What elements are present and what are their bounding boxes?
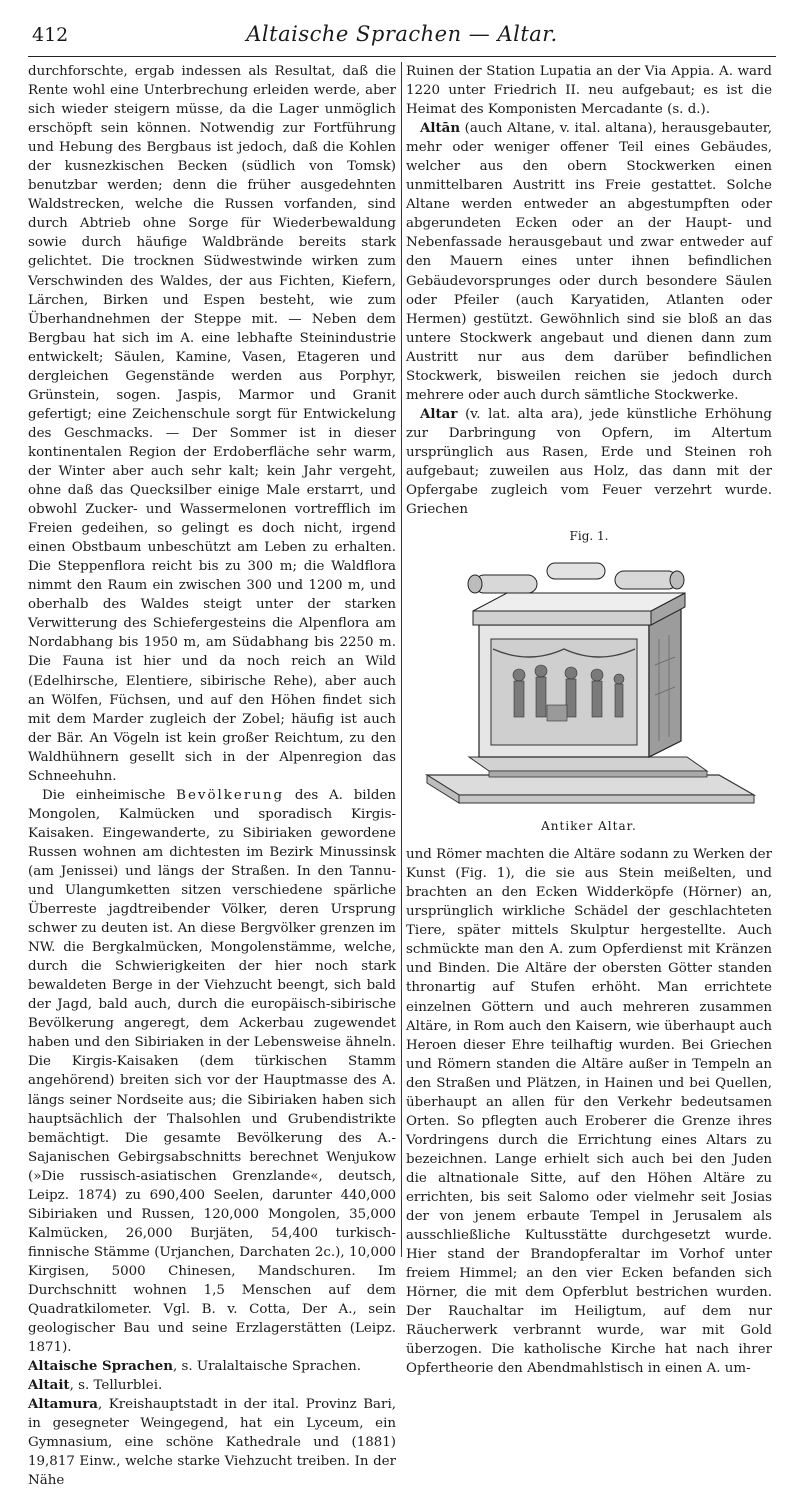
paragraph: durchforschte, ergab indessen als Resultat, daß die Rente wohl eine Unterbrechung erleiden werde, aber sich wieder steigern müsse, da die Lager unmöglich erschöpft sein können. Notwendig zur Fortführung und Hebung des Bergbaus ist jedoch, daß die Kohlen der kusnezkischen Becken (südlich von Tomsk) benutzbar werden; denn die früher ausgedehnten Waldstrecken, welche die Russen vorfanden, sind durch Abtrieb ohne Sorge für Wiederbewaldung sowie durch häufige Waldbrände bereits stark gelichtet. Die trocknen Südwestwinde wirken zum Verschwinden des Waldes, der aus Fichten, Kiefern, Lärchen, Birken und Espen besteht, wie zum Überhandnehmen der Steppe mit. — Neben dem Bergbau hat sich im A. eine lebhafte Steinindustrie entwickelt; Säulen, Kamine, Vasen, Etageren und dergleichen Gegenstände werden aus Porphyr, Grünstein, sogen. Jaspis, Marmor und Granit gefertigt; eine Zeichenschule sorgt für Entwickelung des Geschmacks. — Der Sommer ist in dieser kontinentalen Region der Erdoberfläche sehr warm, der Winter aber auch sehr kalt; kein Jahr vergeht, ohne daß das Quecksilber einige Male erstarrt, und obwohl Zucker- und Wassermelonen vortrefflich im Freien gedeihen, so gelingt es doch nicht, irgend einen Obstbaum unbeschützt am Leben zu erhalten. Die Steppenflora reicht bis zu 300 m; die Waldflora nimmt den Raum ein zwischen 300 und 1200 m, und oberhalb des Waldes steigt unter der starken Verwitterung des Schiefergesteins die Alpenflora am Nordabhang bis 1950 m, am Südabhang bis 2250 m. Die Fauna ist hier und da noch reich an Wild (Edelhirsche, Elentiere, sibirische Rehe), aber auch an Wölfen, Füchsen, und auf den Höhen findet sich mit dem Marder zugleich der Zobel; häufig ist auch der Bär. An Vögeln ist kein großer Reichtum, zu den Waldhühnern gesellt sich in der Alpenregion das Schneehuhn. bbox=[28, 64, 396, 784]
entry-text: (auch Altane, v. ital. altana), herausgebauter, mehr oder weniger offener Teil eines Gebäudes, welcher aus den obern Stockwerken einen unmittelbaren Austritt ins Freie gestattet. Solche Altane werden entweder an abgestumpften oder abgerundeten Ecken oder an der Haupt- und Nebenfassade herausgebaut und zwar entweder auf den Mauern eines unter ihnen befindlichen Gebäudevorsprunges oder durch besondere Säulen oder Pfeiler (auch Karyatiden, Atlanten oder Hermen) gestützt. Gewöhnlich sind sie bloß an das untere Stockwerk angebaut und dienen dann zum Austritt nur aus dem darüber befindlichen Stockwerk, bisweilen reichen sie jedoch durch mehrere oder auch durch sämtliche Stockwerke. bbox=[406, 121, 772, 403]
entry-altan bbox=[406, 119, 772, 405]
paragraph-lead: Die einheimische bbox=[42, 787, 177, 803]
column-divider bbox=[401, 62, 402, 1257]
entry-altar bbox=[406, 405, 772, 519]
entry-headword: Altān bbox=[420, 120, 461, 137]
entry-altaische-sprachen bbox=[28, 1357, 396, 1376]
paragraph-text: des A. bilden Mongolen, Kalmücken und sporadisch Kirgis-Kaisaken. Eingewanderte, zu Sibiriaken gewordene Russen wohnen am dichtesten im Bezirk Minussinsk (am Jenissei) und längs der Straßen. In den Tannu- und Ulangumketten sitzen verschiedene spärliche Überreste jagdtreibender Völker, deren Ursprung schwer zu deuten ist. An diese Bergvölker grenzen im NW. die Bergkalmücken, Mongolenstämme, welche, durch die Schwierigkeiten der hier noch stark bewaldeten Berge in der Viehzucht beengt, sich bald der Jagd, bald auch, durch die europäisch-sibirische Bevölkerung angeregt, dem Ackerbau zugewendet haben und den Sibiriaken in der Lebensweise ähneln. Die Kirgis-Kaisaken (dem türkischen Stamm angehörend) breiten sich vor der Hauptmasse des A. längs seiner Nordseite aus; die Sibiriaken haben sich hauptsächlich der Thalsohlen und Grubendistrikte bemächtigt. Die gesamte Bevölkerung des A.-Sajanischen Gebirgsabschnitts berechnet Wenjukow (»Die russisch-asiatischen Grenzlande«, deutsch, Leipz. 1874) zu 690,400 Seelen, darunter 440,000 Sibiriaken und Russen, 120,000 Mongolen, 35,000 Kalmücken, 26,000 Burjäten, 54,400 turkisch-finnische Stämme (Urjanchen, Darchaten 2c.), 10,000 Kirgisen, 5000 Chinesen, Mandschuren. Im Durchschnitt wohnen 1,5 Menschen auf dem Quadratkilometer. Vgl. B. v. Cotta, Der A., sein geologischer Bau und seine Erzlagerstätten (Leipz. 1871). bbox=[28, 787, 396, 1356]
figure-caption: Antiker Altar. bbox=[541, 819, 637, 834]
paragraph: und Römer machten die Altäre sodann zu Werken der Kunst (Fig. 1), die sie aus Stein meißelten, und brachten an den Ecken Widderköpfe (Hörner) an, ursprünglich wirkliche Schädel der geschlachteten Tiere, später mittels Skulptur hergestellte. Auch schmückte man den A. zum Opferdienst mit Kränzen und Binden. Die Altäre der obersten Götter standen thronartig auf Stufen erhöht. Man errichtete einzelnen Göttern und auch mehreren zusammen Altäre, in Rom auch den Kaisern, wie überhaupt auch Heroen dieser Ehre teilhaftig wurden. Bei Griechen und Römern standen die Altäre außer in Tempeln an den Straßen und Plätzen, in Hainen und bei Quellen, überhaupt an allen für den Verkehr bedeutsamen Orten. So pflegten auch Eroberer die Grenze ihres Vordringens durch die Errichtung eines Altars zu bezeichnen. Lange erhielt sich auch bei den Juden die altnationale Sitte, auf den Höhen Altäre zu errichten, bis seit Salomo oder vielmehr seit Josias der von jenem erbaute Tempel in Jerusalem als ausschließliche Kultusstätte durchgesetzt wurde. Hier stand der Brandopferaltar im Vorhof unter freiem Himmel; an den vier Ecken befanden sich Hörner, die mit dem Opferblut bestrichen wurden. Der Rauchaltar im Heiligtum, auf dem nur Räucherwerk verbrannt wurde, war mit Gold überzogen. Die katholische Kirche hat nach ihrer Opfertheorie den Abendmahlstisch in einen A. um- bbox=[406, 847, 772, 1377]
entry-text: (v. lat. alta ara), jede künstliche Erhöhung zur Darbringung von Opfern, im Altertum ursprünglich aus Rasen, Erde und Steinen roh aufgebaut; zuweilen aus Holz, das dann mit der Opfergabe zugleich vom Feuer verzehrt wurde. Griechen bbox=[406, 406, 772, 518]
spaced-term: Bevölkerung bbox=[176, 787, 285, 803]
entry-headword: Altar bbox=[420, 405, 458, 422]
left-column bbox=[28, 62, 396, 1491]
paragraph: Ruinen der Station Lupatia an der Via Appia. A. ward 1220 unter Friedrich II. neu aufgebaut; es ist die Heimat des Komponisten Mercadante (s. d.). bbox=[406, 64, 772, 118]
right-column bbox=[406, 62, 772, 1378]
antique-altar-illustration bbox=[419, 545, 759, 817]
figure-label: Fig. 1. bbox=[569, 529, 609, 544]
page-number: 412 bbox=[32, 24, 69, 46]
entry-text: , s. Tellurblei. bbox=[69, 1378, 163, 1394]
entry-text: , Kreishauptstadt in der ital. Provinz Bari, in gesegneter Weingegend, hat ein Lyceum, ein Gymnasium, eine schöne Kathedrale und (1881) 19,817 Einw., welche starke Viehzucht treiben. In der Nähe bbox=[28, 1397, 396, 1489]
running-title: Altaische Sprachen — Altar. bbox=[246, 22, 558, 46]
figure bbox=[406, 527, 772, 839]
page-header bbox=[28, 22, 776, 57]
entry-headword: Altamura bbox=[28, 1396, 98, 1413]
entry-headword: Altait bbox=[28, 1377, 70, 1394]
paragraph-population bbox=[28, 786, 396, 1357]
entry-text: , s. Uralaltaische Sprachen. bbox=[172, 1359, 361, 1375]
entry-altamura bbox=[28, 1395, 396, 1490]
entry-headword: Altaische Sprachen bbox=[28, 1358, 173, 1375]
entry-altait bbox=[28, 1376, 396, 1395]
